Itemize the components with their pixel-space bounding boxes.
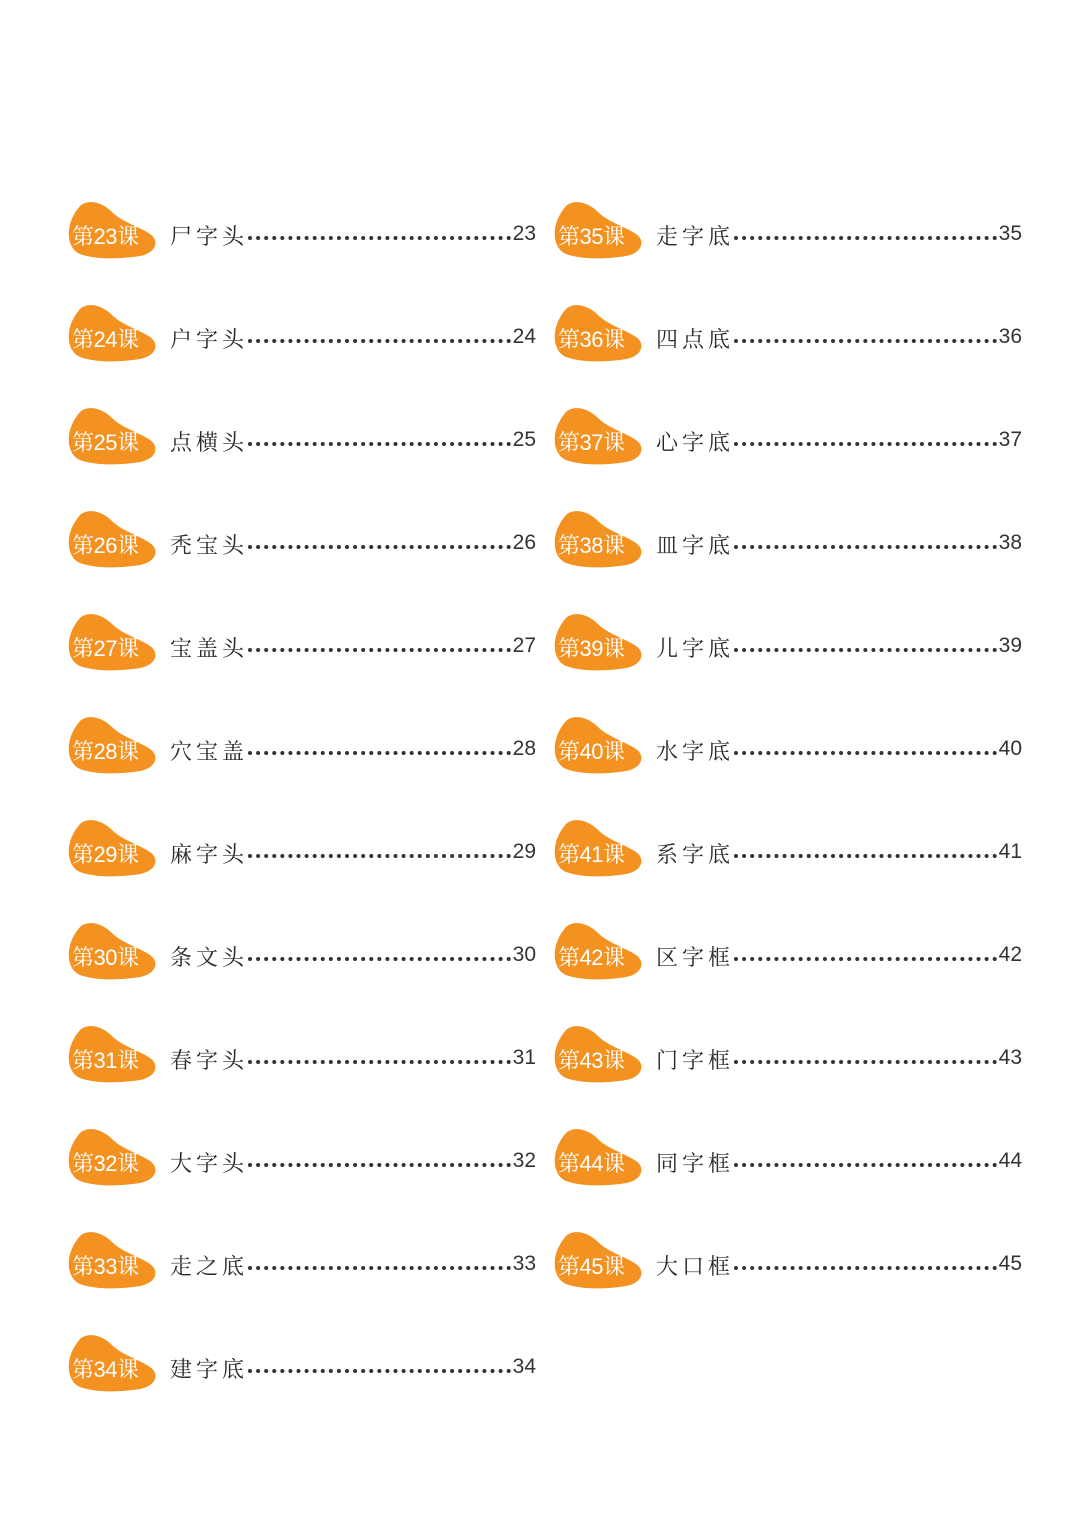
dot-leader [734,236,997,240]
dot-leader [248,1060,511,1064]
lesson-title: 尸字头 [170,225,249,250]
lesson-badge [552,612,646,672]
page-number: 35 [998,222,1022,245]
dot-leader [248,648,511,652]
lesson-title: 建字底 [170,1358,249,1383]
lesson-badge [66,715,160,775]
page-number: 34 [512,1355,536,1378]
lesson-title: 春字头 [170,1049,249,1074]
lesson-number: 第42课 [558,945,625,970]
dot-leader [734,854,997,858]
dot-leader [734,1163,997,1167]
toc-entry-right-6[interactable] [552,818,1022,921]
page-number: 37 [998,428,1022,451]
page-number: 24 [512,325,536,348]
lesson-title: 系字底 [656,843,735,868]
lesson-badge [552,818,646,878]
toc-column-left [66,200,536,1436]
lesson-title: 区字框 [656,946,735,971]
toc-entry-left-11[interactable] [66,1333,536,1436]
lesson-badge [66,1127,160,1187]
lesson-badge [552,303,646,363]
toc-entry-right-7[interactable] [552,921,1022,1024]
lesson-number: 第24课 [72,327,139,352]
lesson-title: 秃宝头 [170,534,249,559]
dot-leader [248,854,511,858]
lesson-badge [66,303,160,363]
lesson-title: 点横头 [170,431,249,456]
page-number: 26 [512,531,536,554]
toc-entry-right-3[interactable] [552,509,1022,612]
lesson-badge [66,1333,160,1393]
page-number: 25 [512,428,536,451]
lesson-number: 第33课 [72,1254,139,1279]
lesson-badge [552,509,646,569]
page-number: 32 [512,1149,536,1172]
toc-entry-right-9[interactable] [552,1127,1022,1230]
lesson-badge [552,406,646,466]
page-number: 40 [998,737,1022,760]
lesson-title: 皿字底 [656,534,735,559]
lesson-title: 门字框 [656,1049,735,1074]
lesson-badge [66,406,160,466]
lesson-title: 四点底 [656,328,735,353]
lesson-title: 同字框 [656,1152,735,1177]
page-number: 41 [998,840,1022,863]
dot-leader [248,339,511,343]
dot-leader [734,545,997,549]
toc-entry-left-1[interactable] [66,303,536,406]
dot-leader [734,339,997,343]
toc-entry-right-0[interactable] [552,200,1022,303]
lesson-badge [66,200,160,260]
lesson-number: 第43课 [558,1048,625,1073]
page-number: 29 [512,840,536,863]
lesson-number: 第32课 [72,1151,139,1176]
lesson-number: 第29课 [72,842,139,867]
lesson-badge [552,921,646,981]
lesson-number: 第30课 [72,945,139,970]
toc-entry-left-0[interactable] [66,200,536,303]
lesson-badge [552,715,646,775]
page-number: 30 [512,943,536,966]
page-number: 38 [998,531,1022,554]
lesson-badge [66,1230,160,1290]
lesson-title: 走字底 [656,225,735,250]
lesson-number: 第27课 [72,636,139,661]
lesson-number: 第44课 [558,1151,625,1176]
toc-column-right [552,200,1022,1333]
toc-entry-left-9[interactable] [66,1127,536,1230]
lesson-badge [552,1127,646,1187]
lesson-number: 第31课 [72,1048,139,1073]
toc-entry-right-8[interactable] [552,1024,1022,1127]
page-number: 39 [998,634,1022,657]
toc-entry-right-4[interactable] [552,612,1022,715]
dot-leader [248,442,511,446]
page-number: 23 [512,222,536,245]
toc-entry-left-3[interactable] [66,509,536,612]
dot-leader [734,648,997,652]
lesson-number: 第35课 [558,224,625,249]
toc-entry-left-2[interactable] [66,406,536,509]
lesson-number: 第26课 [72,533,139,558]
lesson-number: 第38课 [558,533,625,558]
page-number: 28 [512,737,536,760]
toc-entry-right-2[interactable] [552,406,1022,509]
dot-leader [248,751,511,755]
page-number: 31 [512,1046,536,1069]
lesson-number: 第28课 [72,739,139,764]
lesson-title: 儿字底 [656,637,735,662]
lesson-badge [552,200,646,260]
page-number: 27 [512,634,536,657]
page-number: 42 [998,943,1022,966]
lesson-number: 第40课 [558,739,625,764]
lesson-title: 条文头 [170,946,249,971]
toc-entry-left-6[interactable] [66,818,536,921]
lesson-number: 第23课 [72,224,139,249]
toc-entry-right-5[interactable] [552,715,1022,818]
lesson-title: 水字底 [656,740,735,765]
lesson-title: 麻字头 [170,843,249,868]
lesson-number: 第45课 [558,1254,625,1279]
lesson-badge [66,818,160,878]
lesson-badge [66,509,160,569]
lesson-title: 穴宝盖 [170,740,249,765]
dot-leader [248,236,511,240]
lesson-title: 宝盖头 [170,637,249,662]
toc-entry-left-8[interactable] [66,1024,536,1127]
dot-leader [734,751,997,755]
lesson-title: 大字头 [170,1152,249,1177]
lesson-number: 第34课 [72,1357,139,1382]
lesson-number: 第39课 [558,636,625,661]
lesson-title: 户字头 [170,328,249,353]
lesson-number: 第25课 [72,430,139,455]
toc-entry-right-10[interactable] [552,1230,1022,1333]
lesson-number: 第36课 [558,327,625,352]
lesson-badge [552,1230,646,1290]
page-number: 45 [998,1252,1022,1275]
lesson-badge [66,921,160,981]
lesson-title: 大口框 [656,1255,735,1280]
lesson-title: 走之底 [170,1255,249,1280]
lesson-number: 第41课 [558,842,625,867]
lesson-badge [552,1024,646,1084]
dot-leader [734,442,997,446]
toc-entry-left-10[interactable] [66,1230,536,1333]
page-number: 44 [998,1149,1022,1172]
dot-leader [248,1266,511,1270]
page-number: 43 [998,1046,1022,1069]
toc-entry-right-1[interactable] [552,303,1022,406]
page-number: 36 [998,325,1022,348]
dot-leader [248,1369,511,1373]
lesson-badge [66,612,160,672]
toc-entry-left-5[interactable] [66,715,536,818]
dot-leader [734,957,997,961]
page-number: 33 [512,1252,536,1275]
dot-leader [734,1060,997,1064]
toc-entry-left-7[interactable] [66,921,536,1024]
lesson-number: 第37课 [558,430,625,455]
dot-leader [248,957,511,961]
dot-leader [734,1266,997,1270]
lesson-badge [66,1024,160,1084]
lesson-title: 心字底 [656,431,735,456]
dot-leader [248,1163,511,1167]
dot-leader [248,545,511,549]
toc-entry-left-4[interactable] [66,612,536,715]
